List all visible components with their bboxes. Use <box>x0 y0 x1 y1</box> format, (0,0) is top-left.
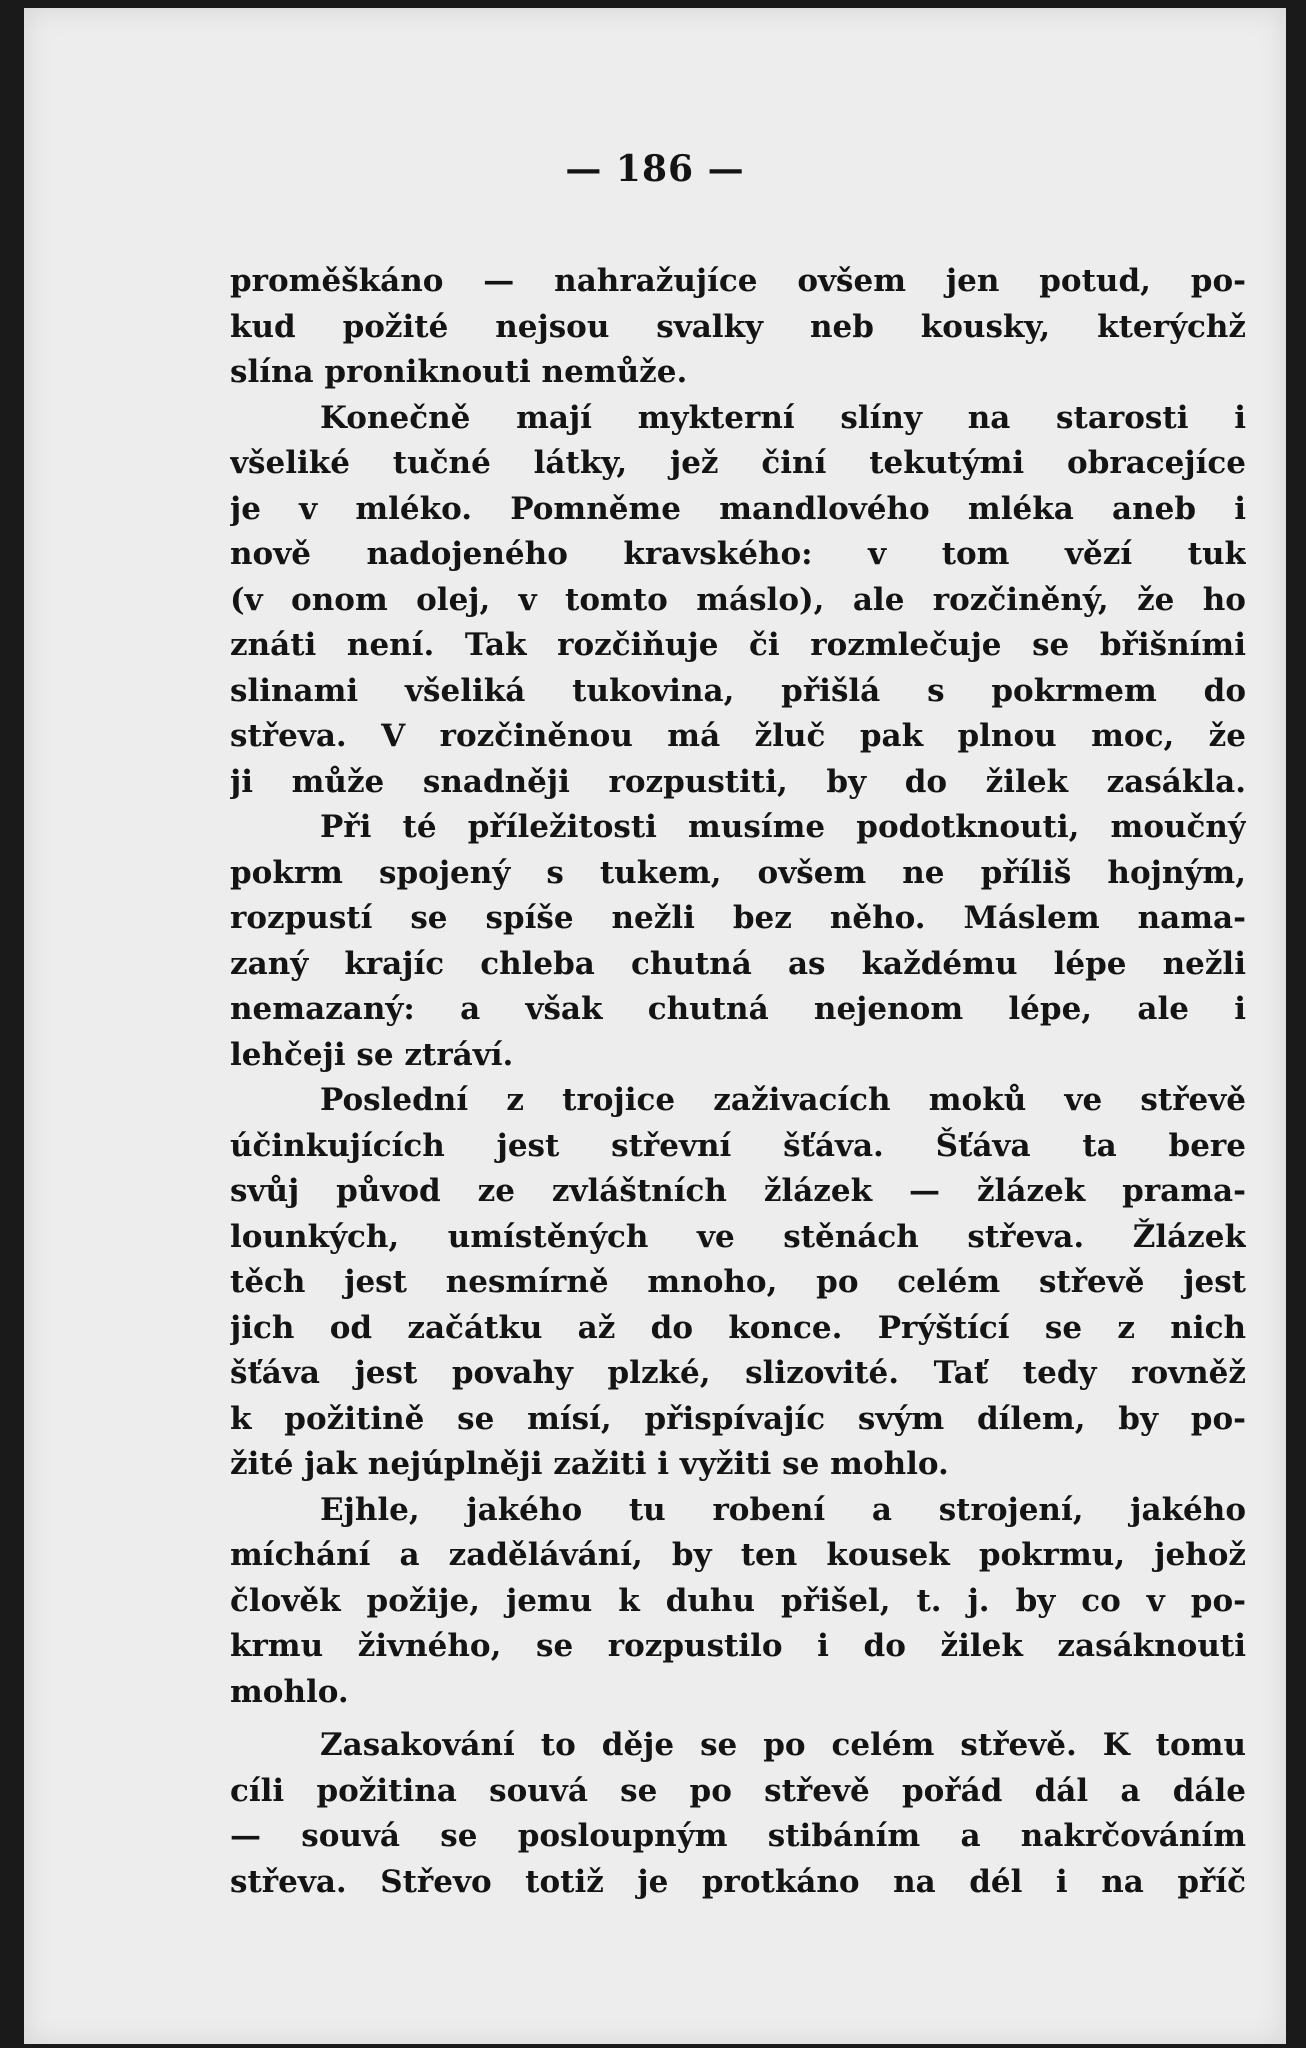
text-line: pokrm spojený s tukem, ovšem ne příliš hojným, <box>230 854 1246 891</box>
text-line: střeva. Střevo totiž je protkáno na dél i na příč <box>230 1863 1246 1900</box>
text-line: střeva. V rozčiněnou má žluč pak plnou moc, že <box>230 718 1246 754</box>
text-line: Poslední z trojice zaživacích moků ve střevě <box>320 1082 1246 1118</box>
text-line: krmu živného, se rozpustilo i do žilek zasáknouti <box>230 1628 1246 1664</box>
text-line: svůj původ ze zvláštních žlázek — žlázek prama- <box>230 1173 1246 1209</box>
text-line: zaný krajíc chleba chutná as každému lépe nežli <box>230 945 1246 982</box>
text-line: jich od začátku až do konce. Prýštící se z nich <box>230 1309 1246 1346</box>
text-line: Zasakování to děje se po celém střevě. K tomu <box>320 1727 1246 1763</box>
text-line: je v mléko. Pomněme mandlového mléka aneb i <box>230 490 1246 527</box>
text-line: lounkých, umístěných ve stěnách střeva. Žlázek <box>230 1218 1246 1255</box>
page-number: — 186 — <box>565 148 745 190</box>
text-line: slína proniknouti nemůže. <box>230 354 688 390</box>
body-text <box>230 259 1246 1905</box>
text-line: — souvá se posloupným stibáním a nakrčováním <box>230 1818 1246 1854</box>
text-line: proměškáno — nahražujíce ovšem jen potud, po- <box>230 263 1246 299</box>
text-line: účinkujících jest střevní šťáva. Šťáva ta bere <box>230 1127 1246 1164</box>
text-line: nemazaný: a však chutná nejenom lépe, ale i <box>230 991 1246 1027</box>
text-line: Ejhle, jakého tu robení a strojení, jakého <box>320 1491 1246 1528</box>
text-line: mohlo. <box>230 1673 349 1710</box>
text-line: šťáva jest povahy plzké, slizovité. Tať tedy rovněž <box>230 1355 1246 1391</box>
text-line: těch jest nesmírně mnoho, po celém střevě jest <box>230 1264 1246 1300</box>
text-line: Konečně mají mykterní slíny na starosti i <box>320 399 1246 436</box>
text-line: slinami všeliká tukovina, přišlá s pokrmem do <box>230 672 1246 709</box>
text-line: člověk požije, jemu k duhu přišel, t. j. by co v po- <box>230 1582 1246 1619</box>
text-line: cíli požitina souvá se po střevě pořád dál a dále <box>230 1772 1246 1809</box>
text-line: kud požité nejsou svalky neb kousky, kterýchž <box>230 308 1246 345</box>
text-line: žité jak nejúplněji zažiti i vyžiti se mohlo. <box>230 1446 949 1482</box>
text-line: znáti není. Tak rozčiňuje či rozmlečuje se břišními <box>230 627 1246 663</box>
text-line: ji může snadněji rozpustiti, by do žilek zasákla. <box>230 763 1246 800</box>
text-line: míchání a zadělávání, by ten kousek pokrmu, jehož <box>230 1537 1246 1573</box>
text-line: k požitině se mísí, přispívajíc svým dílem, by po- <box>230 1400 1246 1437</box>
text-line: Při té příležitosti musíme podotknouti, moučný <box>320 809 1246 845</box>
text-line: všeliké tučné látky, jež činí tekutými obracejíce <box>230 445 1246 481</box>
text-line: rozpustí se spíše nežli bez něho. Máslem nama- <box>230 900 1246 936</box>
text-line: nově nadojeného kravského: v tom vězí tuk <box>230 536 1246 572</box>
text-line: lehčeji se ztráví. <box>230 1036 514 1073</box>
book-page <box>24 8 1286 2044</box>
text-line: (v onom olej, v tomto máslo), ale rozčiněný, že ho <box>230 581 1246 618</box>
